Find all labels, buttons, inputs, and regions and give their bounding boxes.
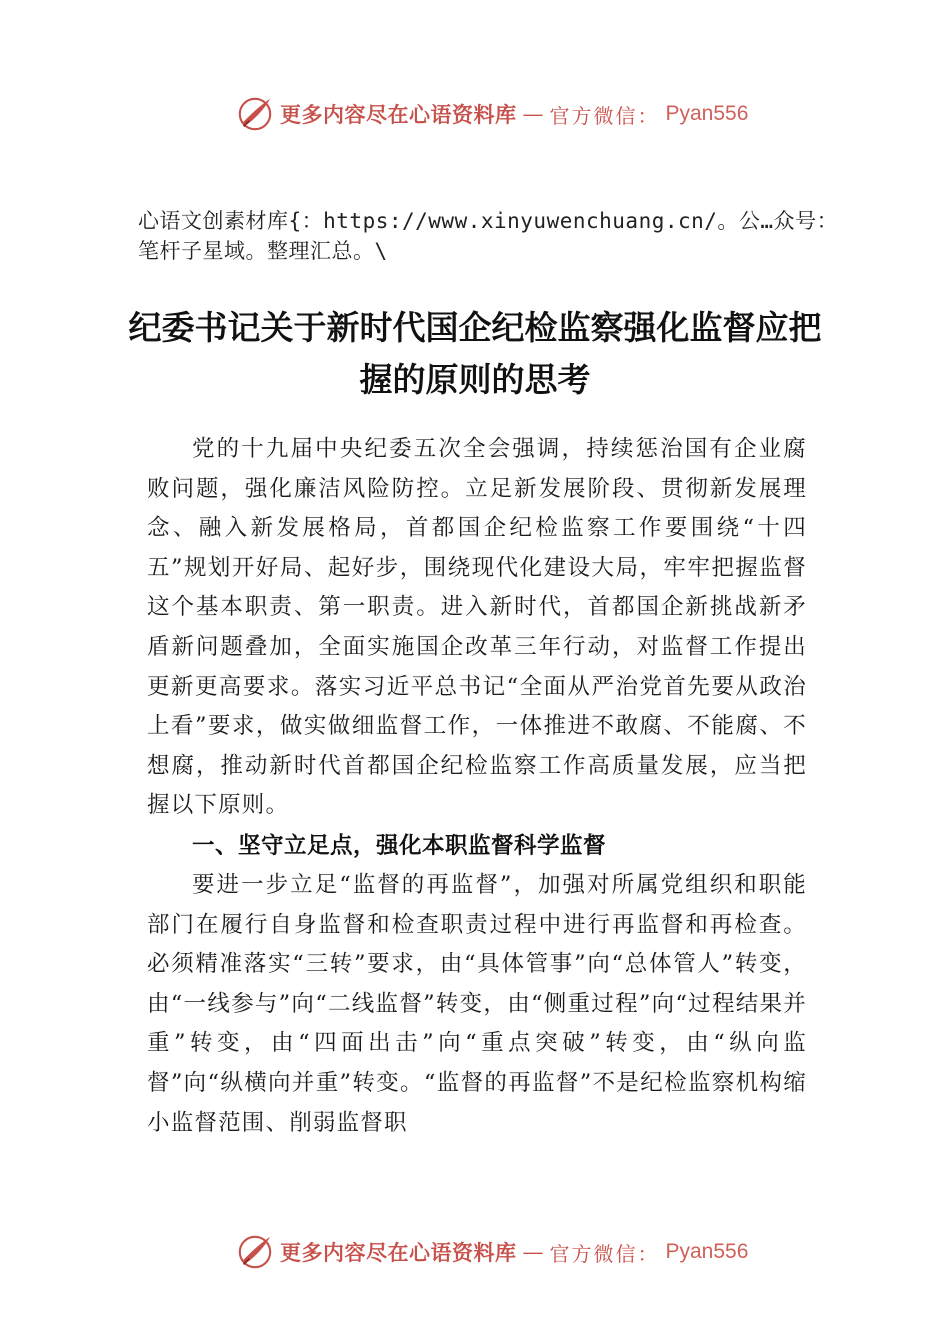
banner-wechat-id: Pyan556 — [665, 102, 749, 125]
section-paragraph: 要进一步立足“监督的再监督”，加强对所属党组织和职能部门在履行自身监督和检查职责过程中进行再监督和再检查。必须精准落实“三转”要求，由“具体管事”向“总体管人”转变，由“一线参与”向“二线监督”转变，由“侧重过程”向“过程结果并重”转变，由“四面出击”向“重点突破”转变，由“纵向监督”向“纵横向并重”转变。“监督的再监督”不是纪检监察机构缩小监督范围、削弱监督职 — [147, 871, 807, 1136]
document-body — [147, 430, 807, 1143]
footer-banner — [236, 1232, 748, 1272]
banner-separator: — — [522, 102, 544, 126]
banner-separator: — — [522, 1240, 544, 1264]
quill-pen-logo-icon — [236, 95, 274, 133]
document-title: 纪委书记关于新时代国企纪检监察强化监督应把握的原则的思考 — [128, 308, 822, 399]
banner-wechat-id: Pyan556 — [665, 1240, 749, 1263]
section-heading: 一、坚守立足点，强化本职监督科学监督 — [192, 832, 607, 859]
intro-paragraph: 党的十九届中央纪委五次全会强调，持续惩治国有企业腐败问题，强化廉洁风险防控。立足新发展阶段、贯彻新发展理念、融入新发展格局，首都国企纪检监察工作要围绕“十四五”规划开好局、起好步，围绕现代化建设大局，牢牢把握监督这个基本职责、第一职责。进入新时代，首都国企新挑战新矛盾新问题叠加，全面实施国企改革三年行动，对监督工作提出更新更高要求。落实习近平总书记“全面从严治党首先要从政治上看”要求，做实做细监督工作，一体推进不敢腐、不能腐、不想腐，推动新时代首都国企纪检监察工作高质量发展，应当把握以下原则。 — [147, 436, 807, 819]
banner-wechat-label: 官方微信： — [549, 1241, 660, 1266]
banner-wechat-label: 官方微信： — [549, 103, 660, 128]
quill-pen-logo-icon — [236, 1233, 274, 1271]
header-banner — [236, 94, 748, 134]
source-line: 心语文创素材库{：https://www.xinyuwenchuang.cn/。公…众号：笔杆子星域。整理汇总。\ — [138, 209, 839, 263]
banner-text: 更多内容尽在心语资料库 — [280, 1240, 517, 1265]
banner-text: 更多内容尽在心语资料库 — [280, 102, 517, 127]
